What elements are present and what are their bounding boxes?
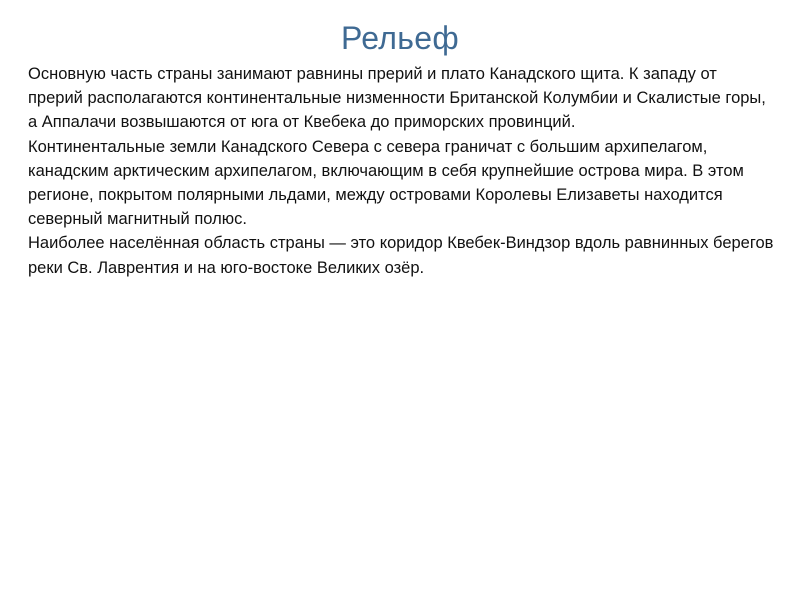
paragraph-population: Наиболее населённая область страны — это коридор Квебек-Виндзор вдоль равнинных берегов реки Св. Лаврентия и на юго-востоке Великих озёр. bbox=[28, 234, 774, 277]
slide-title: Рельеф bbox=[341, 20, 459, 56]
paragraph-relief: Основную часть страны занимают равнины прерий и плато Канадского щита. К западу от прерий располагаются континентальные низменности Британской Колумбии и Скалистые горы, а Аппалачи возвышаются от юга от Квебека до приморских провинций. bbox=[28, 65, 766, 132]
paragraph-north: Континентальные земли Канадского Севера с севера граничат с большим архипелагом, канадским арктическим архипелагом, включающим в себя крупнейшие острова мира. В этом регионе, покрытом полярными льдами, между островами Королевы Елизаветы находится северный магнитный полюс. bbox=[28, 137, 744, 229]
slide-body bbox=[28, 62, 776, 280]
